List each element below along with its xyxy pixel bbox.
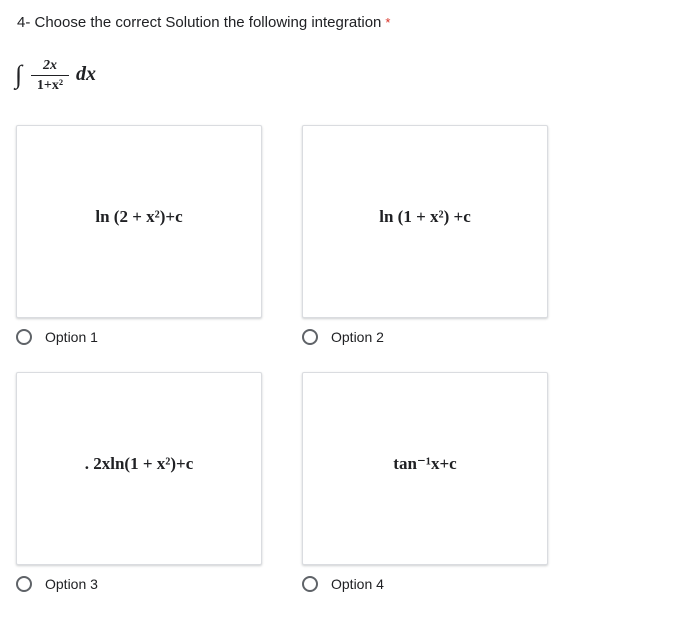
question-title [17,13,390,33]
option-2-image-card[interactable] [302,125,548,318]
option-2-label[interactable]: Option 2 [331,329,384,345]
option-1-image-card[interactable] [16,125,262,318]
option-3-expression: . 2xln(1 + x²)+c [84,454,194,473]
radio-circle-icon[interactable] [16,576,32,592]
radio-circle-icon[interactable] [302,576,318,592]
option-4-image-card[interactable] [302,372,548,565]
option-1-expression: ln (2 + x²)+c [95,207,183,226]
option-1-radio[interactable] [16,327,98,347]
option-4-label[interactable]: Option 4 [331,576,384,592]
option-4-radio[interactable] [302,574,384,594]
option-1-label[interactable]: Option 1 [45,329,98,345]
radio-circle-icon[interactable] [302,329,318,345]
integral-differential: dx [76,63,96,85]
integrand-fraction [31,57,69,94]
radio-circle-icon[interactable] [16,329,32,345]
option-3-image-card[interactable] [16,372,262,565]
integral-sign: ∫ [15,60,23,89]
option-3-label[interactable]: Option 3 [45,576,98,592]
option-2-expression: ln (1 + x²) +c [379,207,471,226]
fraction-bar [31,75,69,76]
option-3-radio[interactable] [16,574,98,594]
integrand-numerator: 2x [43,58,57,73]
question-text: 4- Choose the correct Solution the following integration [17,14,382,31]
option-2-radio[interactable] [302,327,384,347]
option-4-expression: tan⁻¹x+c [393,454,457,473]
required-asterisk: * [385,15,391,30]
integrand-denominator: 1+x² [36,78,64,93]
